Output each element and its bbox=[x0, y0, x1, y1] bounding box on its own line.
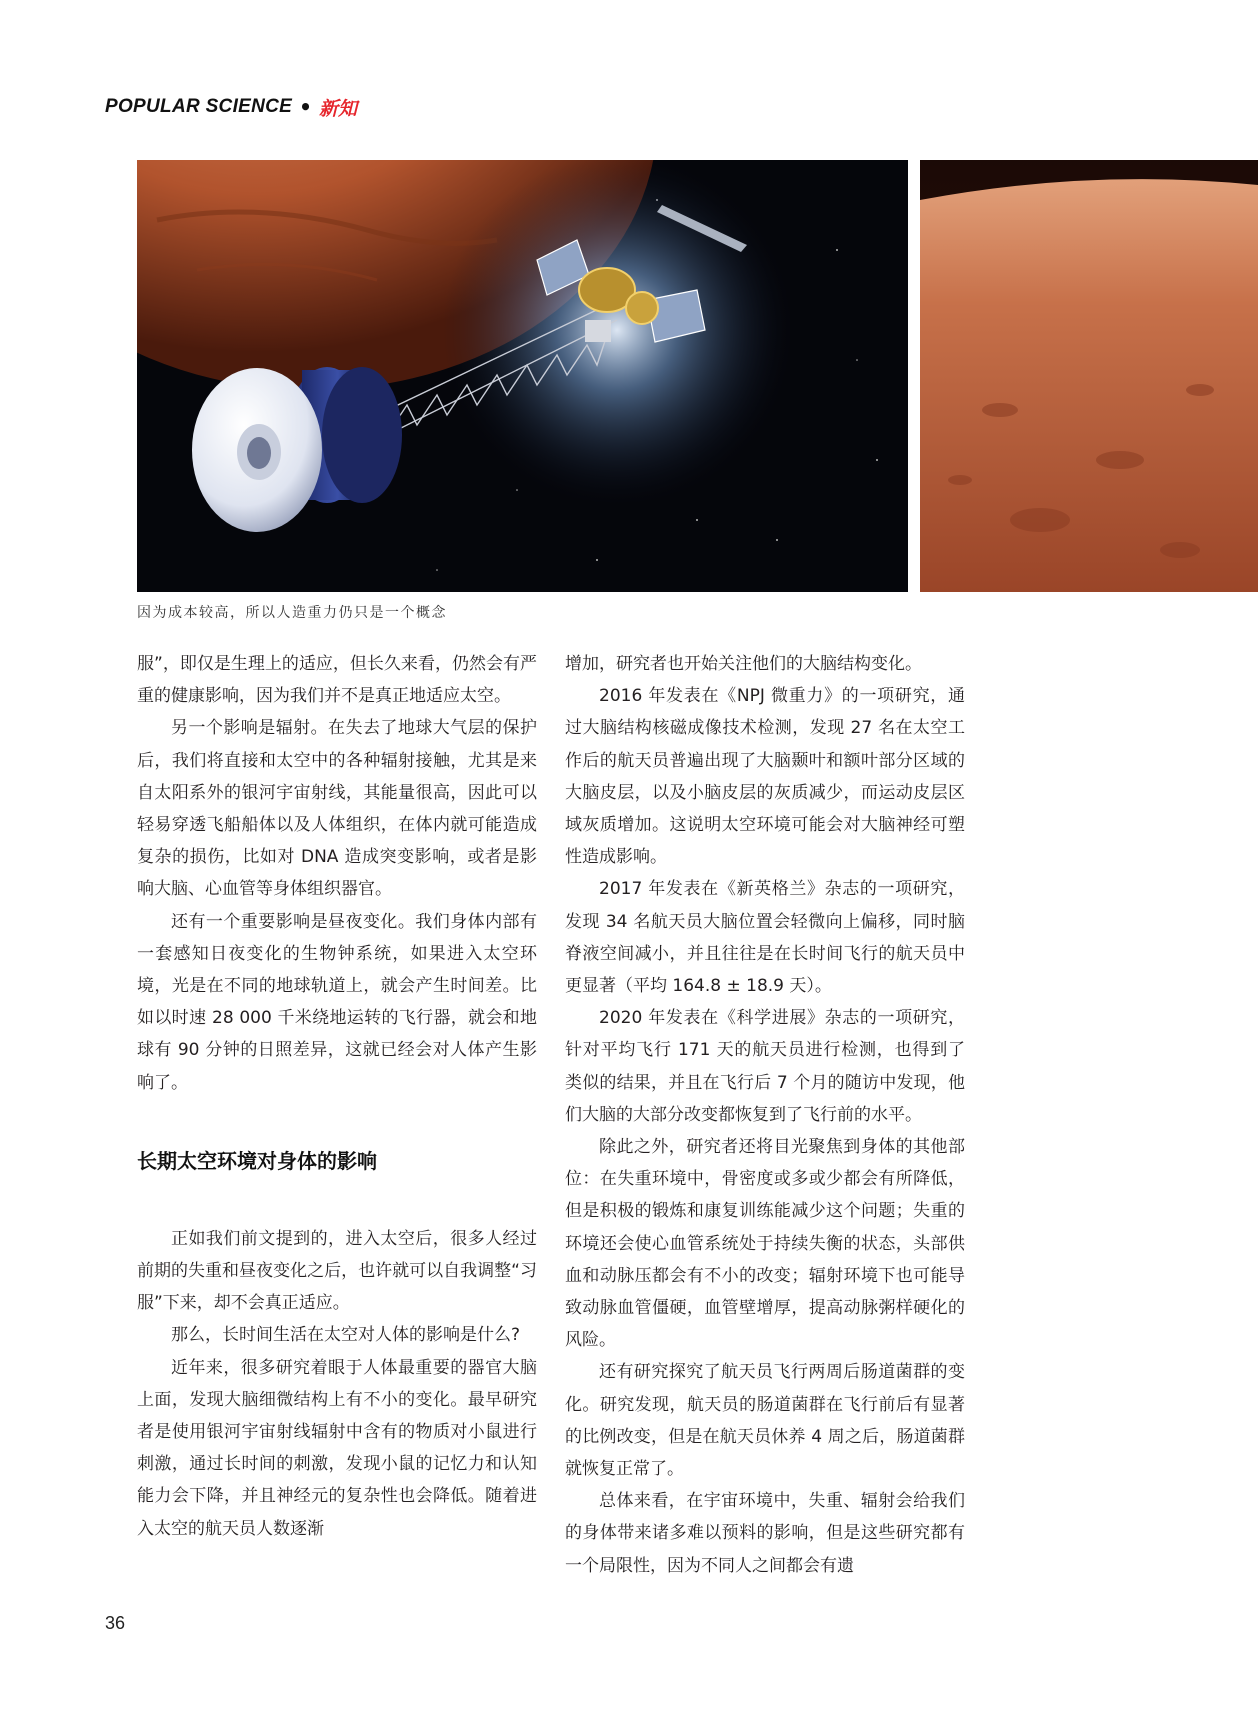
spacecraft-illustration-svg bbox=[137, 160, 908, 592]
paragraph: 那么，长时间生活在太空对人体的影响是什么? bbox=[171, 1325, 521, 1346]
section-heading: 长期太空环境对身体的影响 bbox=[137, 1148, 377, 1173]
paragraph: 2020 年发表在《科学进展》杂志的一项研究，针对平均飞行 171 天的航天员进行检测，也得到了类似的结果，并且在飞行后 7 个月的随访中发现，他们大脑的大部分改变都恢复到了飞行前的水平。 bbox=[565, 1008, 965, 1125]
engine-glow bbox=[442, 160, 792, 505]
spacecraft-illustration bbox=[137, 160, 908, 592]
paragraph: 另一个影响是辐射。在失去了地球大气层的保护后，我们将直接和太空中的各种辐射接触，尤其是来自太阳系外的银河宇宙射线，其能量很高，因此可以轻易穿透飞船船体以及人体组织，在体内就可能造成复杂的损伤，比如对 DNA 造成突变影响，或者是影响大脑、心血管等身体组织器官。 bbox=[137, 718, 537, 900]
paragraph: 近年来，很多研究着眼于人体最重要的器官大脑上面，发现大脑细微结构上有不小的变化。最早研究者是使用银河宇宙射线辐射中含有的物质对小鼠进行刺激，通过长时间的刺激，发现小鼠的记忆力和认知能力会下降，并且神经元的复杂性也会降低。随着进入太空的航天员人数逐渐 bbox=[137, 1357, 537, 1539]
paragraph: 除此之外，研究者还将目光聚焦到身体的其他部位：在失重环境中，骨密度或多或少都会有所降低，但是积极的锻炼和康复训练能减少这个问题；失重的环境还会使心血管系统处于持续失衡的状态，头部供血和动脉压都会有不小的改变；辐射环境下也可能导致动脉血管僵硬，血管壁增厚，提高动脉粥样硬化的风险。 bbox=[565, 1137, 965, 1351]
paragraph: 增加，研究者也开始关注他们的大脑结构变化。 bbox=[565, 654, 922, 674]
paragraph: 总体来看，在宇宙环境中，失重、辐射会给我们的身体带来诸多难以预料的影响，但是这些研究都有一个局限性，因为不同人之间都会有遗 bbox=[565, 1491, 965, 1576]
paragraph: 2016 年发表在《NPJ 微重力》的一项研究，通过大脑结构核磁成像技术检测，发现 27 名在太空工作后的航天员普遍出现了大脑颞叶和额叶部分区域的大脑皮层，以及小脑皮层的灰质减少，而运动皮层区域灰质增加。这说明太空环境可能会对大脑神经可塑性造成影响。 bbox=[565, 686, 965, 868]
magazine-brand: POPULAR SCIENCE bbox=[105, 96, 293, 117]
paragraph: 服”，即仅是生理上的适应，但长久来看，仍然会有严重的健康影响，因为我们并不是真正地适应太空。 bbox=[137, 654, 537, 707]
left-column bbox=[137, 648, 537, 1545]
paragraph: 2017 年发表在《新英格兰》杂志的一项研究，发现 34 名航天员大脑位置会轻微向上偏移，同时脑脊液空间减小，并且往往是在长时间飞行的航天员中更显著（平均 164.8 ± 18.9 天）。 bbox=[565, 879, 965, 997]
paragraph: 还有一个重要影响是昼夜变化。我们身体内部有一套感知日夜变化的生物钟系统，如果进入太空环境，光是在不同的地球轨道上，就会产生时间差。比如以时速 28 000 千米绕地运转的飞行器，就会和地球有 90 分钟的日照差异，这就已经会对人体产生影响了。 bbox=[137, 911, 537, 1093]
masthead bbox=[105, 94, 357, 120]
image-caption: 因为成本较高，所以人造重力仍只是一个概念 bbox=[137, 605, 447, 621]
paragraph: 还有研究探究了航天员飞行两周后肠道菌群的变化。研究发现，航天员的肠道菌群在飞行前后有显著的比例改变，但是在航天员休养 4 周之后，肠道菌群就恢复正常了。 bbox=[565, 1362, 965, 1480]
right-column bbox=[565, 648, 965, 1582]
mars-surface-photo bbox=[920, 160, 1258, 592]
page-number: 36 bbox=[105, 1613, 126, 1633]
mars-surface-svg bbox=[920, 160, 1258, 592]
paragraph: 正如我们前文提到的，进入太空后，很多人经过前期的失重和昼夜变化之后，也许就可以自我调整“习服”下来，却不会真正适应。 bbox=[137, 1228, 537, 1314]
header-separator: • bbox=[299, 95, 312, 119]
section-title: 新知 bbox=[318, 97, 357, 120]
